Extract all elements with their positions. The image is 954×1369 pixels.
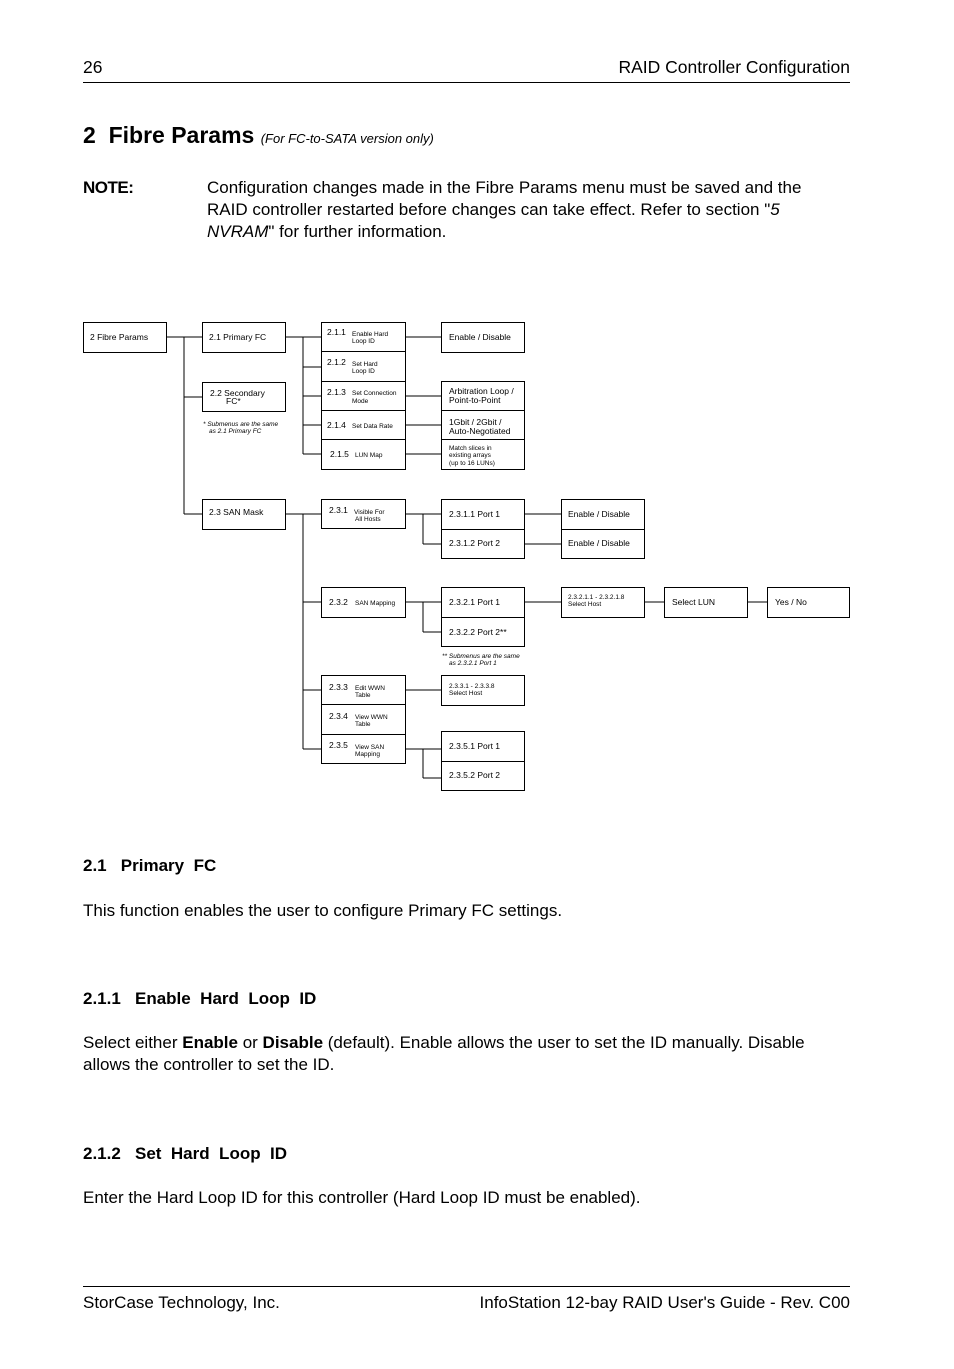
svg-text:2.3.3.1 - 2.3.3.8: 2.3.3.1 - 2.3.3.8 [449, 683, 495, 690]
svg-text:2.3.2.2 Port 2**: 2.3.2.2 Port 2** [449, 627, 507, 637]
node-select-lun [665, 588, 748, 618]
node-set-hard-loop-id [322, 352, 406, 382]
port-2-footnote [442, 653, 520, 667]
page-number: 26 [83, 57, 103, 77]
svg-text:View SAN: View SAN [355, 744, 385, 751]
option-lun-map [442, 440, 525, 470]
node-edit-wwn-table [322, 676, 406, 705]
node-view-wwn-table [322, 705, 406, 735]
svg-text:as 2.1 Primary FC: as 2.1 Primary FC [209, 428, 262, 435]
node-enable-hard-loop-id [322, 323, 406, 352]
node-2352-port-2 [442, 762, 525, 791]
svg-text:2.3.1.1 Port 1: 2.3.1.1 Port 1 [449, 509, 501, 519]
svg-text:2.3.2.1.1 - 2.3.2.1.8: 2.3.2.1.1 - 2.3.2.1.8 [568, 594, 625, 601]
section-title: Fibre Params [108, 122, 255, 148]
secondary-fc-footnote [203, 421, 279, 435]
option-yes-no [768, 588, 850, 618]
note-line-2: RAID controller restarted before changes can take effect. Refer to section "5 [207, 200, 780, 219]
svg-text:2.1 Primary FC: 2.1 Primary FC [209, 332, 267, 342]
node-2311-port-1 [442, 500, 525, 530]
svg-text:Set Hard: Set Hard [352, 361, 378, 368]
node-secondary-fc [203, 383, 286, 412]
svg-text:Select Host: Select Host [449, 690, 483, 697]
svg-text:** Submenus are the same: ** Submenus are the same [442, 653, 520, 660]
svg-text:Enable Hard: Enable Hard [352, 331, 389, 338]
svg-text:existing arrays: existing arrays [449, 452, 491, 459]
node-primary-fc [203, 323, 286, 353]
svg-text:2.1.2: 2.1.2 [327, 357, 346, 367]
svg-text:Edit WWN: Edit WWN [355, 685, 385, 692]
section-subtitle: (For FC-to-SATA version only) [260, 131, 434, 146]
svg-text:2.3 SAN Mask: 2.3 SAN Mask [209, 507, 264, 517]
svg-text:2.3.2: 2.3.2 [329, 597, 348, 607]
svg-text:Enable / Disable: Enable / Disable [568, 509, 630, 519]
node-set-data-rate [322, 411, 406, 440]
node-2321-port-1 [442, 588, 525, 618]
svg-text:Loop ID: Loop ID [352, 368, 375, 375]
node-san-mapping [322, 588, 406, 618]
footer-guide-title: InfoStation 12-bay RAID User's Guide - Rev. C00 [479, 1293, 850, 1312]
enable-hard-loop-id-line-2: allows the controller to set the ID. [83, 1055, 335, 1074]
section-number: 2 [83, 122, 96, 148]
svg-text:Loop ID: Loop ID [352, 338, 375, 345]
svg-text:Set Data Rate: Set Data Rate [352, 423, 393, 430]
set-hard-loop-id-description: Enter the Hard Loop ID for this controller (Hard Loop ID must be enabled). [83, 1188, 641, 1207]
svg-text:SAN Mapping: SAN Mapping [355, 600, 396, 607]
note-line-3: NVRAM" for further information. [207, 222, 447, 241]
option-enable-disable [442, 323, 525, 353]
svg-text:as 2.3.2.1 Port 1: as 2.3.2.1 Port 1 [449, 660, 497, 667]
svg-text:2.3.2.1 Port 1: 2.3.2.1 Port 1 [449, 597, 501, 607]
svg-text:Point-to-Point: Point-to-Point [449, 395, 501, 405]
option-connection-mode [442, 382, 525, 411]
note-line-1: Configuration changes made in the Fibre Params menu must be saved and the [207, 178, 802, 197]
svg-text:View WWN: View WWN [355, 714, 388, 721]
svg-text:All Hosts: All Hosts [355, 516, 381, 523]
svg-text:2.3.1.2 Port 2: 2.3.1.2 Port 2 [449, 538, 501, 548]
svg-text:Yes / No: Yes / No [775, 597, 807, 607]
svg-text:LUN Map: LUN Map [355, 452, 383, 459]
svg-text:FC*: FC* [226, 396, 241, 406]
node-view-san-mapping [322, 735, 406, 764]
svg-text:Mapping: Mapping [355, 751, 380, 758]
svg-text:(up to 16 LUNs): (up to 16 LUNs) [449, 460, 495, 467]
node-visible-for-all-hosts [322, 500, 406, 529]
heading-set-hard-loop-id: 2.1.2 Set Hard Loop ID [83, 1144, 288, 1163]
svg-text:Select LUN: Select LUN [672, 597, 715, 607]
svg-text:2.3.5.1 Port 1: 2.3.5.1 Port 1 [449, 741, 501, 751]
node-2351-port-1 [442, 732, 525, 762]
svg-text:2.1.5: 2.1.5 [330, 449, 349, 459]
svg-text:2.3.5: 2.3.5 [329, 740, 348, 750]
node-lun-map [322, 440, 406, 470]
node-2322-port-2 [442, 618, 525, 647]
svg-text:2.3.5.2 Port 2: 2.3.5.2 Port 2 [449, 770, 501, 780]
option-2312-enable-disable [562, 530, 645, 559]
svg-text:Match slices in: Match slices in [449, 445, 492, 452]
heading-enable-hard-loop-id: 2.1.1 Enable Hard Loop ID [83, 989, 317, 1008]
svg-text:Select Host: Select Host [568, 601, 602, 608]
note-label: NOTE: [83, 178, 134, 197]
footer-rule [83, 1286, 850, 1287]
footer-company: StorCase Technology, Inc. [83, 1293, 280, 1312]
enable-hard-loop-id-line-1: Select either Enable or Disable (default). Enable allows the user to set the ID manually. Disable [83, 1033, 805, 1052]
svg-text:2.3.3: 2.3.3 [329, 682, 348, 692]
svg-text:Set Connection: Set Connection [352, 390, 397, 397]
heading-primary-fc: 2.1 Primary FC [83, 856, 217, 875]
enable-hard-loop-id-description [83, 1032, 853, 1076]
svg-text:Auto-Negotiated: Auto-Negotiated [449, 426, 511, 436]
svg-text:Mode: Mode [352, 398, 369, 405]
svg-text:Arbitration Loop /: Arbitration Loop / [449, 386, 514, 396]
svg-text:2 Fibre Params: 2 Fibre Params [90, 332, 149, 342]
svg-text:1Gbit / 2Gbit /: 1Gbit / 2Gbit / [449, 417, 502, 427]
svg-text:* Submenus are the same: * Submenus are the same [203, 421, 279, 428]
primary-fc-description: This function enables the user to configure Primary FC settings. [83, 901, 563, 920]
node-2312-port-2 [442, 530, 525, 559]
node-set-connection-mode [322, 382, 406, 411]
svg-text:Table: Table [355, 721, 371, 728]
svg-text:2.2 Secondary: 2.2 Secondary [210, 388, 265, 398]
svg-text:2.1.3: 2.1.3 [327, 387, 346, 397]
node-san-mask [203, 500, 286, 530]
option-data-rate [442, 411, 525, 440]
node-fibre-params [84, 323, 167, 353]
node-select-host-233 [442, 676, 525, 706]
svg-text:Table: Table [355, 692, 371, 699]
svg-text:2.1.4: 2.1.4 [327, 420, 346, 430]
svg-text:Visible For: Visible For [354, 509, 385, 516]
svg-text:2.3.4: 2.3.4 [329, 711, 348, 721]
svg-text:2.3.1: 2.3.1 [329, 505, 348, 515]
option-2311-enable-disable [562, 500, 645, 530]
running-header-title: RAID Controller Configuration [618, 57, 850, 77]
node-select-host-2321 [562, 588, 645, 618]
svg-text:Enable / Disable: Enable / Disable [449, 332, 511, 342]
svg-text:Enable / Disable: Enable / Disable [568, 538, 630, 548]
svg-text:2.1.1: 2.1.1 [327, 327, 346, 337]
